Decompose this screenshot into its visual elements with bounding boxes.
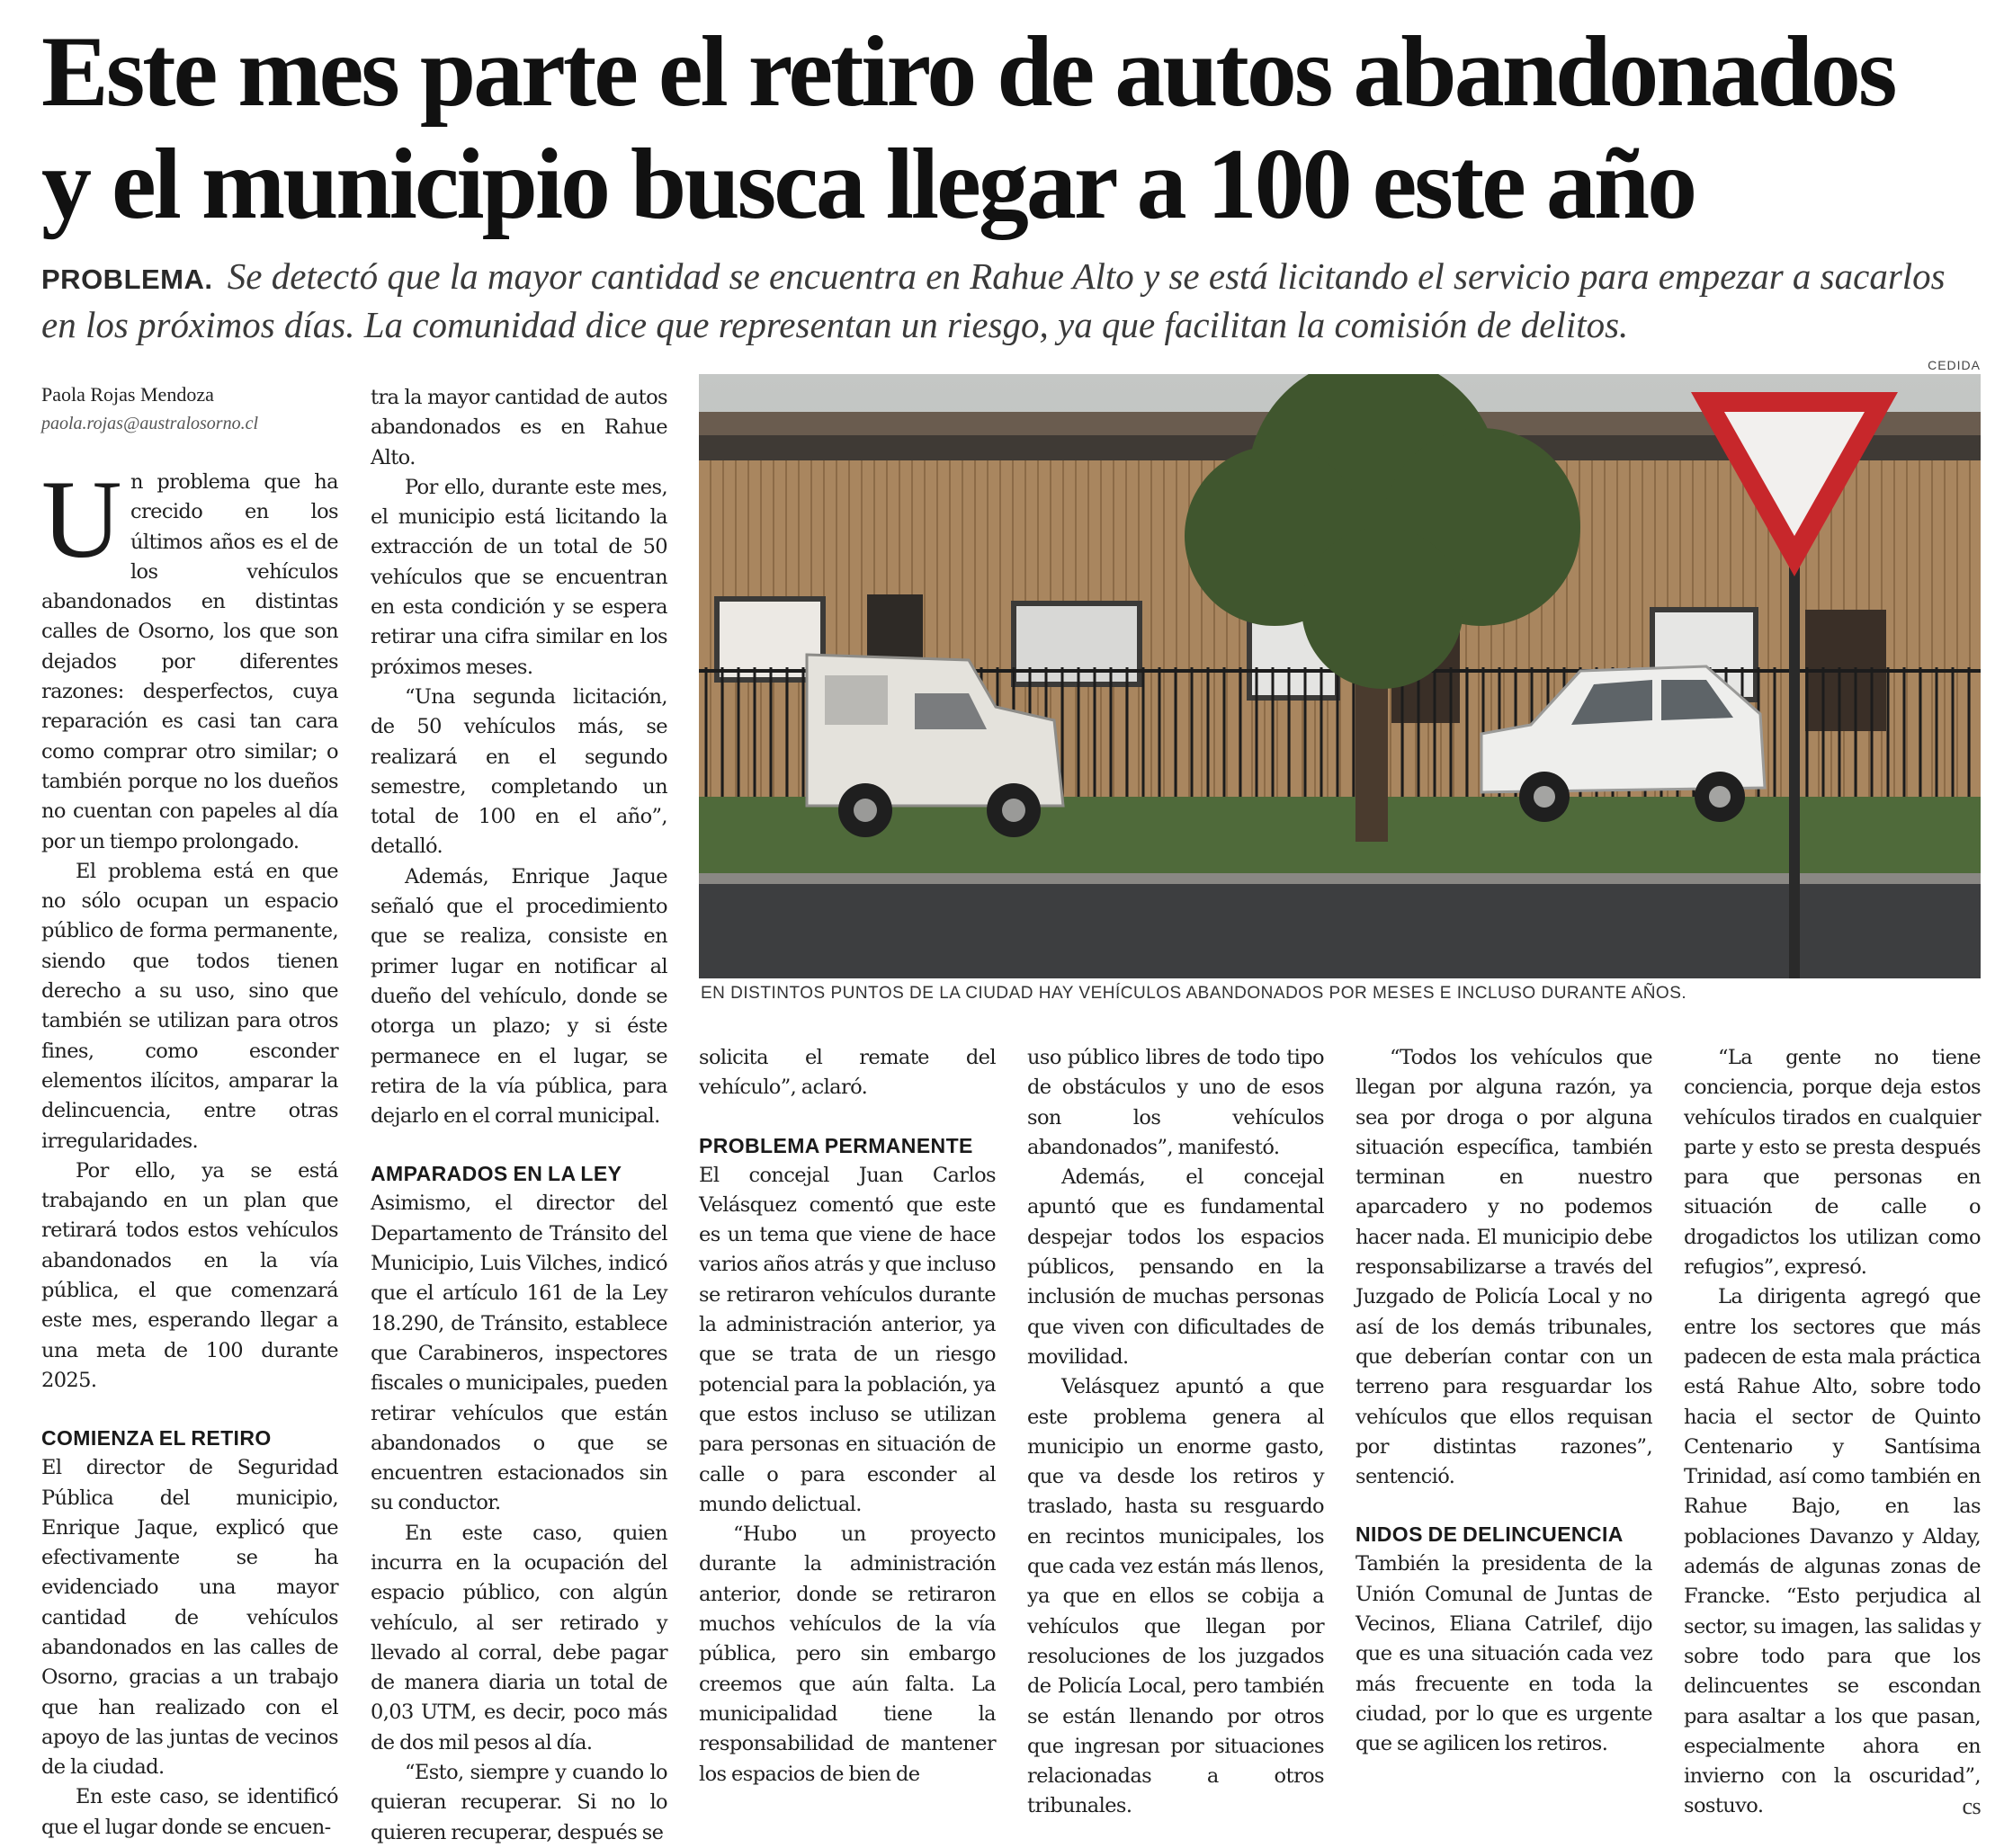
column-3 bbox=[699, 1043, 996, 1790]
section-heading: COMIENZA EL RETIRO bbox=[41, 1426, 272, 1451]
paragraph: En este caso, quien incurra en la ocupación del espacio público, con algún vehículo, al ser retirado y llevado al corral, debe pagar de manera diaria un total de 0,03 UTM, es decir, poco más de dos mil pesos al día. bbox=[371, 1521, 667, 1754]
deck bbox=[41, 254, 1975, 347]
column-1 bbox=[41, 458, 338, 1843]
section-heading: AMPARADOS EN LA LEY bbox=[371, 1162, 622, 1186]
end-mark: cs bbox=[1962, 1793, 1981, 1820]
headline bbox=[41, 16, 1975, 241]
news-photo bbox=[699, 374, 1981, 978]
paragraph: “Todos los vehículos que llegan por alguna razón, ya sea por droga o por alguna situación específica, también terminan en nuestro aparcadero y no podemos hacer nada. El municipio debe responsabilizarse a través del Juzgado de Policía Local y no así de los demás tribunales, que deberían contar con un terreno para resguardar los vehículos que ellos requisan por distintas razones”, sentenció. bbox=[1355, 1046, 1652, 1489]
photo-caption: EN DISTINTOS PUNTOS DE LA CIUDAD HAY VEHÍCULOS ABANDONADOS POR MESES E INCLUSO DURANTE AÑOS. bbox=[701, 984, 1687, 1003]
paragraph bbox=[1684, 1282, 1981, 1821]
paragraph: uso público libres de todo tipo de obstáculos y uno de esos son los vehículos abandonados”, manifestó. bbox=[1027, 1046, 1324, 1159]
column-5 bbox=[1355, 1043, 1652, 1760]
paragraph: “Esto, siempre y cuando lo quieran recuperar. Si no lo quieren recuperar, después se bbox=[371, 1761, 667, 1844]
paragraph: Además, Enrique Jaque señaló que el procedimiento que se realiza, consiste en primer lugar en notificar al dueño del vehículo, donde se otorga un plazo; y si éste permanece en el lugar, se retira de la vía pública, para dejarlo en el corral municipal. bbox=[371, 864, 667, 1129]
street bbox=[699, 884, 1981, 978]
paragraph: solicita el remate del vehículo”, aclaró. bbox=[699, 1046, 996, 1100]
paragraph: El problema está en que no sólo ocupan un espacio público de forma permanente, siendo que todos tienen derecho a su uso, sino que también se utilizan para otros fines, como esconder elementos ilícitos, amparar la delincuencia, entre otras irregularidades. bbox=[41, 859, 338, 1153]
drop-cap: U bbox=[41, 458, 121, 581]
paragraph: Velásquez apuntó a que este problema genera al municipio un enorme gasto, que va desde los retiros y traslado, hasta su resguardo en recintos municipales, los que cada vez están más llenos, ya que en ellos se cobija a vehículos que llegan por resoluciones de los juzgados de Policía Local, pero también se están llenando por otros que ingresan por situaciones relacionadas a otros tribunales. bbox=[1027, 1375, 1324, 1818]
paragraph: “Una segunda licitación, de 50 vehículos más, se realizará en el segundo semestre, completando un total de 100 en el año”, detalló. bbox=[371, 684, 667, 859]
section-heading: NIDOS DE DELINCUENCIA bbox=[1355, 1522, 1624, 1547]
curb bbox=[699, 873, 1981, 886]
paragraph: Por ello, durante este mes, el municipio está licitando la extracción de un total de 50 vehículos que se encuentran en esta condición y se espera retirar una cifra similar en los próximos meses. bbox=[371, 475, 667, 679]
paragraph: Por ello, ya se está trabajando en un plan que retirará todos estos vehículos abandonados en la vía pública, el que comenzará este mes, esperando llegar a una meta de 100 durante 2025. bbox=[41, 1158, 338, 1392]
paragraph: El director de Seguridad Pública del municipio, Enrique Jaque, explicó que efectivamente se ha evidenciado una mayor cantidad de vehículos abandonados en las calles de Osorno, gracias a un trabajo que han realizado con el apoyo de las juntas de vecinos de la ciudad. bbox=[41, 1456, 338, 1780]
paragraph: También la presidenta de la Unión Comunal de Juntas de Vecinos, Eliana Catrilef, dijo que es una situación cada vez más frecuente en toda la ciudad, por lo que es urgente que se agilicen los retiros. bbox=[1355, 1552, 1652, 1756]
paragraph: En este caso, se identificó que el lugar donde se encuen- bbox=[41, 1785, 338, 1839]
deck-text: Se detectó que la mayor cantidad se encuentra en Rahue Alto y se está licitando el servicio para empezar a sacarlos en los próximos días. La comunidad dice que representan un riesgo, ya que facilitan la comisión de delitos. bbox=[41, 255, 1946, 345]
paragraph: Asimismo, el director del Departamento de Tránsito del Municipio, Luis Vilches, indicó que el artículo 161 de la Ley 18.290, de Tránsito, establece que Carabineros, inspectores fiscales o municipales, pueden retirar vehículos que están abandonados o que se encuentren estacionados sin su conductor. bbox=[371, 1192, 667, 1515]
paragraph: “Hubo un proyecto durante la administración anterior, donde se retiraron muchos vehículos de la vía pública, pero sin embargo creemos que aún falta. La municipalidad tiene la responsabilidad de mantener los espacios de bien de bbox=[699, 1522, 996, 1786]
sign-pole bbox=[1789, 545, 1800, 978]
photo-illustration bbox=[699, 374, 1981, 978]
paragraph-text: La dirigenta agregó que entre los sectores que más padecen de esta mala práctica está Rahue Alto, sobre todo hacia el sector de Quinto Centenario y Santísima Trinidad, así como también en Rahue Bajo, en las poblaciones Davanzo y Alday, además de algunas zonas de Francke. “Esto perjudica al sector, su imagen, las salidas y sobre todo para que los delincuentes se escondan para asaltar a los que pasan, especialmente ahora en invierno con la oscuridad”, sostuvo. bbox=[1684, 1285, 1981, 1818]
deck-label: PROBLEMA. bbox=[41, 263, 213, 295]
paragraph: “La gente no tiene conciencia, porque deja estos vehículos tirados en cualquier parte y esto se presta después para que personas en situación de calle o drogadictos los utilizan como refugios”, expresó. bbox=[1684, 1046, 1981, 1280]
byline bbox=[41, 383, 338, 434]
column-4 bbox=[1027, 1043, 1324, 1822]
paragraph: tra la mayor cantidad de autos abandonados es en Rahue Alto. bbox=[371, 386, 667, 469]
author-email: paola.rojas@australosorno.cl bbox=[41, 414, 259, 433]
column-2 bbox=[371, 383, 667, 1848]
photo-credit: CEDIDA bbox=[1928, 358, 1981, 372]
paragraph: El concejal Juan Carlos Velásquez comentó que este es un tema que viene de hace varios años atrás y que incluso se retiraron vehículos durante la administración anterior, ya que se trata de un riesgo potencial para la población, ya que estos incluso se utilizan para personas en situación de calle o para esconder al mundo delictual. bbox=[699, 1163, 996, 1516]
section-heading: PROBLEMA PERMANENTE bbox=[699, 1133, 973, 1157]
paragraph-text: n problema que ha crecido en los últimos años es el de los vehículos abandonados en distintas calles de Osorno, los que son dejados por diferentes razones: desperfectos, cuya reparación es casi tan cara como comprar otro similar; o también porque no los dueños no cuentan con papeles al día por un tiempo prolongado. bbox=[41, 470, 338, 853]
author-name: Paola Rojas Mendoza bbox=[41, 383, 214, 406]
headline-line-1: Este mes parte el retiro de autos abandonados bbox=[41, 16, 1895, 128]
column-6 bbox=[1684, 1043, 1981, 1822]
headline-line-2: y el municipio busca llegar a 100 este año bbox=[41, 129, 1695, 240]
paragraph: Además, el concejal apuntó que es fundamental despejar todos los espacios públicos, pensando en la inclusión de muchas personas que viven con dificultades de movilidad. bbox=[1027, 1165, 1324, 1369]
paragraph bbox=[41, 458, 338, 857]
